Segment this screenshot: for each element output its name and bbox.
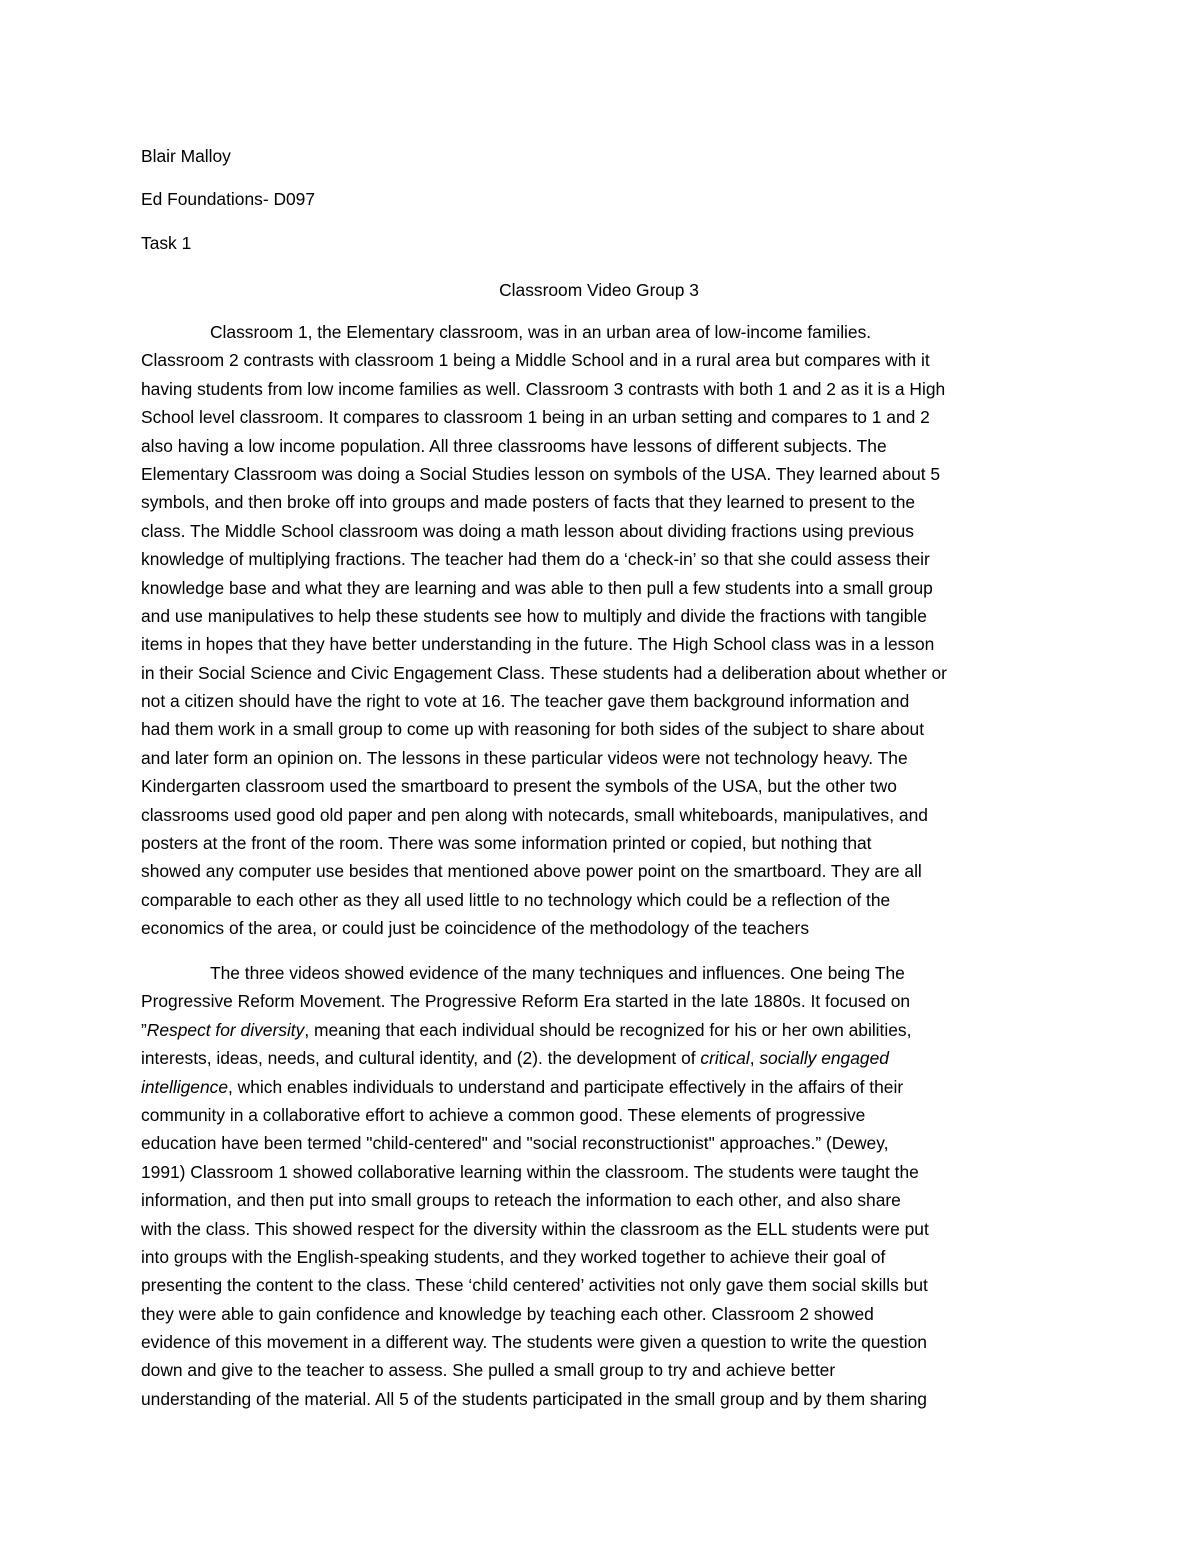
paragraph-line: classrooms used good old paper and pen along with notecards, small whiteboards, manipulatives, and — [141, 804, 928, 825]
paragraph-line: items in hopes that they have better understanding in the future. The High School class was in a lesson — [141, 634, 935, 655]
emphasis-text: intelligence — [141, 1076, 229, 1097]
course-name: Ed Foundations- D097 — [141, 189, 316, 209]
paragraph-line: having students from low income families as well. Classroom 3 contrasts with both 1 and 2 as it is a High — [141, 378, 946, 399]
author-name: Blair Malloy — [141, 146, 231, 166]
paragraph-line: and use manipulatives to help these students see how to multiply and divide the fractions with tangible — [141, 605, 927, 626]
paragraph-line: into groups with the English-speaking students, and they worked together to achieve their goal of — [141, 1246, 886, 1267]
paragraph-line: they were able to gain confidence and knowledge by teaching each other. Classroom 2 showed — [141, 1303, 874, 1324]
paragraph-line: symbols, and then broke off into groups and made posters of facts that they learned to present to the — [141, 492, 916, 513]
paragraph-line: Elementary Classroom was doing a Social Studies lesson on symbols of the USA. They learned about 5 — [141, 463, 941, 484]
paragraph-line: also having a low income population. All three classrooms have lessons of different subjects. The — [141, 435, 887, 456]
document-title: Classroom Video Group 3 — [499, 280, 699, 300]
paragraph-line: The three videos showed evidence of the many techniques and influences. One being The — [210, 963, 905, 983]
task-label: Task 1 — [141, 233, 192, 253]
paragraph-line: posters at the front of the room. There was some information printed or copied, but nothing that — [141, 833, 872, 854]
emphasis-text: Respect for diversity — [146, 1019, 305, 1040]
paragraph-line: education have been termed "child-centered" and "social reconstructionist" approaches.” (Dewey, — [141, 1133, 889, 1154]
paragraph-line: Classroom 1, the Elementary classroom, was in an urban area of low-income families. — [210, 322, 872, 342]
paragraph-line: knowledge of multiplying fractions. The teacher had them do a ‘check-in’ so that she could assess their — [141, 549, 930, 570]
emphasis-text: socially engaged — [759, 1048, 889, 1069]
paragraph-2 — [141, 959, 1057, 1413]
paragraph-1 — [141, 318, 1057, 943]
line-text: , — [749, 1048, 760, 1069]
line-text: , which enables individuals to understand and participate effectively in the affairs of their — [228, 1076, 904, 1097]
paragraph-line — [141, 1044, 1057, 1072]
paragraph-line: presenting the content to the class. These ‘child centered’ activities not only gave them social skills but — [141, 1275, 928, 1296]
paragraph-line: community in a collaborative effort to achieve a common good. These elements of progressive — [141, 1104, 866, 1125]
paragraph-line: understanding of the material. All 5 of the students participated in the small group and by them sharing — [141, 1388, 927, 1409]
paragraph-line: evidence of this movement in a different way. The students were given a question to write the question — [141, 1332, 927, 1353]
paragraph-line: Classroom 2 contrasts with classroom 1 being a Middle School and in a rural area but compares with it — [141, 350, 930, 371]
paragraph-line: 1991) Classroom 1 showed collaborative learning within the classroom. The students were taught the — [141, 1161, 919, 1182]
paragraph-line: Progressive Reform Movement. The Progressive Reform Era started in the late 1880s. It focused on — [141, 991, 911, 1012]
paragraph-line: not a citizen should have the right to vote at 16. The teacher gave them background information and — [141, 691, 910, 712]
paragraph-line: had them work in a small group to come up with reasoning for both sides of the subject to share about — [141, 719, 925, 740]
paragraph-line: economics of the area, or could just be coincidence of the methodology of the teachers — [141, 918, 810, 939]
paragraph-line — [141, 1073, 1057, 1101]
paragraph-line: with the class. This showed respect for the diversity within the classroom as the ELL students were put — [141, 1218, 929, 1239]
paragraph-line: knowledge base and what they are learning and was able to then pull a few students into a small group — [141, 577, 933, 598]
paragraph-line: in their Social Science and Civic Engagement Class. These students had a deliberation about whether or — [141, 662, 947, 683]
paragraph-line: showed any computer use besides that mentioned above power point on the smartboard. They are all — [141, 861, 922, 882]
emphasis-text: critical — [700, 1048, 750, 1069]
paragraph-line: class. The Middle School classroom was doing a math lesson about dividing fractions using previous — [141, 520, 915, 541]
quote-mark: ” — [141, 1019, 147, 1040]
paragraph-line: School level classroom. It compares to classroom 1 being in an urban setting and compares to 1 and 2 — [141, 407, 930, 428]
paragraph-line: comparable to each other as they all used little to no technology which could be a reflection of the — [141, 889, 891, 910]
paragraph-line: and later form an opinion on. The lessons in these particular videos were not technology heavy. The — [141, 747, 908, 768]
line-text: , meaning that each individual should be recognized for his or her own abilities, — [304, 1019, 912, 1040]
line-text: interests, ideas, needs, and cultural identity, and (2). the development of — [141, 1048, 701, 1069]
paragraph-line — [141, 1016, 1057, 1044]
paragraph-line: information, and then put into small groups to reteach the information to each other, and also share — [141, 1190, 901, 1211]
paragraph-line: down and give to the teacher to assess. She pulled a small group to try and achieve better — [141, 1360, 836, 1381]
paragraph-line: Kindergarten classroom used the smartboard to present the symbols of the USA, but the other two — [141, 776, 897, 797]
